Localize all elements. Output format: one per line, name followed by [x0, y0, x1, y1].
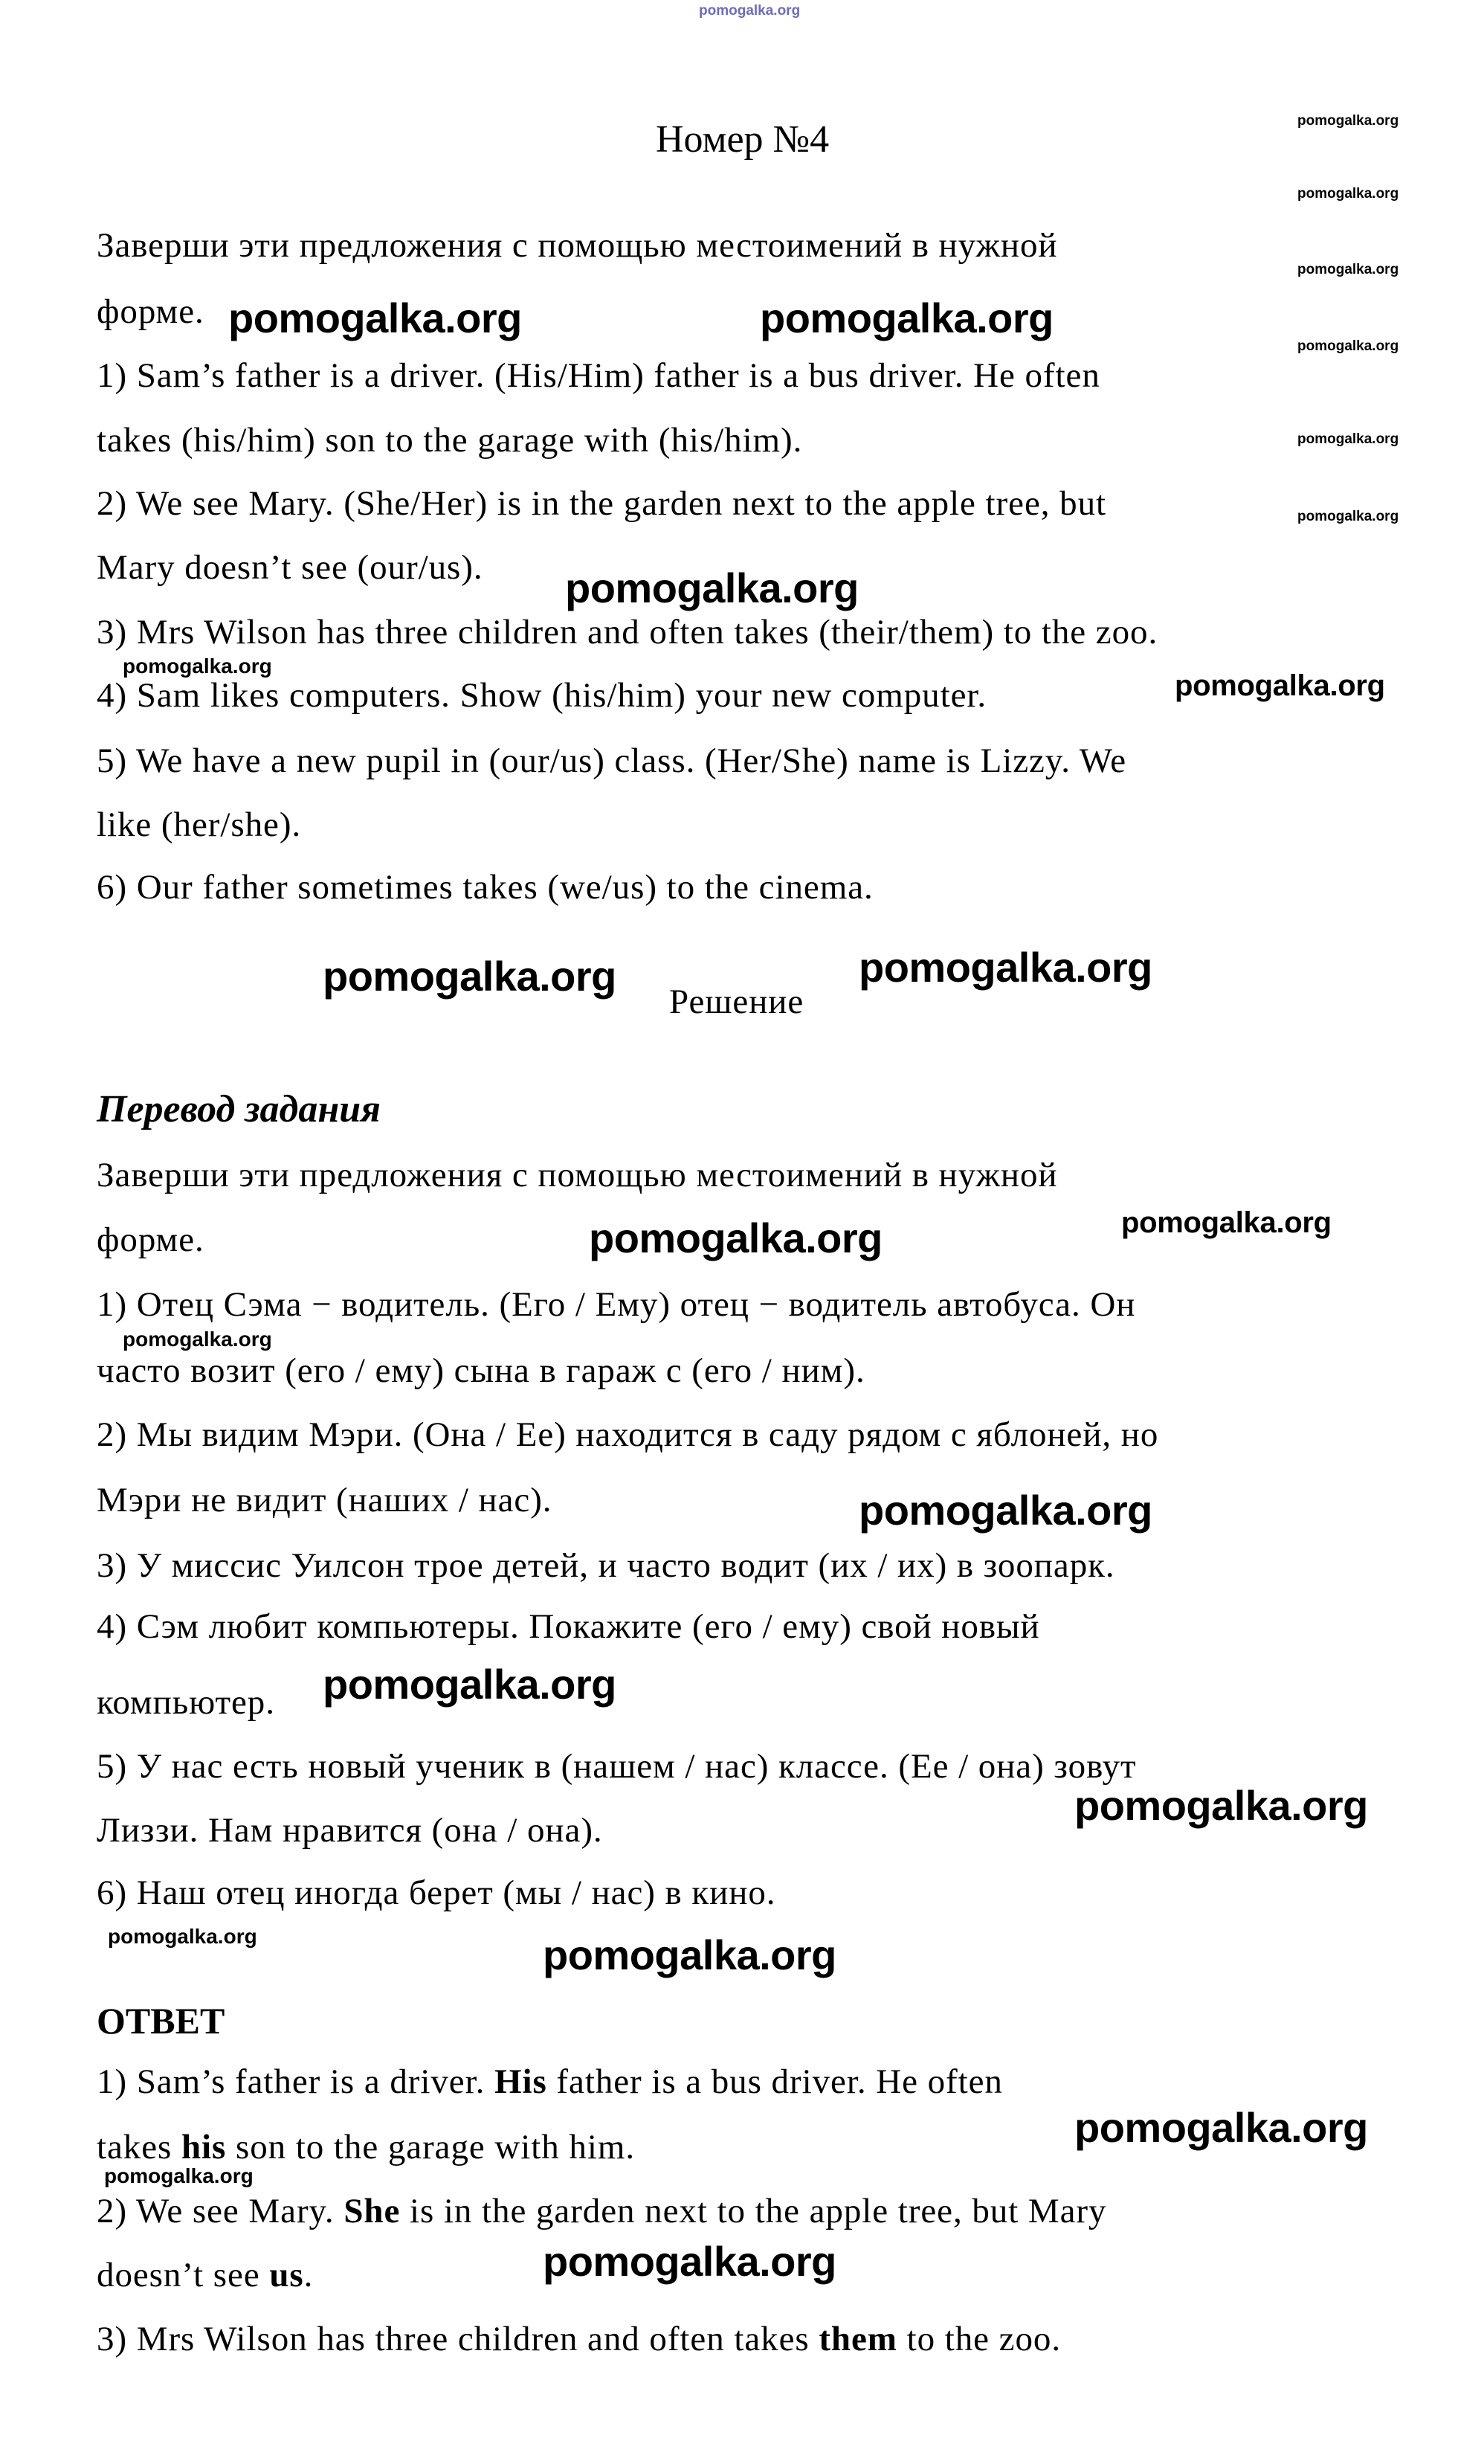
watermark-pomogalka: pomogalka.org	[1074, 2104, 1368, 2151]
translation-sentence-6: 6) Наш отец иногда берет (мы / нас) в кино.	[97, 1873, 776, 1912]
watermark-pomogalka: pomogalka.org	[228, 295, 522, 341]
watermark-pomogalka: pomogalka.org	[108, 1925, 257, 1948]
watermark-pomogalka: pomogalka.org	[323, 1661, 616, 1708]
answer-sentence-2b	[97, 2255, 313, 2295]
answer-sentence-3	[97, 2319, 1061, 2359]
watermark-pomogalka: pomogalka.org	[1175, 669, 1385, 702]
watermark-pomogalka: pomogalka.org	[104, 2164, 254, 2187]
watermark-pomogalka: pomogalka.org	[1297, 431, 1399, 447]
task-sentence-5a: 5) We have a new pupil in (our/us) class. (Her/She) name is Lizzy. We	[97, 742, 1127, 780]
watermark-pomogalka: pomogalka.org	[543, 2238, 836, 2285]
solution-label: Решение	[669, 982, 804, 1021]
watermark-pomogalka: pomogalka.org	[1121, 1206, 1332, 1239]
watermark-pomogalka: pomogalka.org	[1297, 509, 1399, 524]
task-intro-line1: Заверши эти предложения с помощью местоимений в нужной	[97, 226, 1058, 265]
translation-sentence-1b: часто возит (его / ему) сына в гараж с (его / ним).	[97, 1351, 865, 1390]
translation-intro-line2: форме.	[97, 1220, 204, 1259]
answer-1a-post: father is a bus driver. He often	[546, 2062, 1003, 2101]
watermark-pomogalka: pomogalka.org	[123, 1328, 272, 1351]
watermark-pomogalka: pomogalka.org	[859, 1487, 1152, 1534]
page-title: Номер №4	[656, 118, 830, 161]
answer-1b-post: son to the garage with him.	[226, 2128, 636, 2167]
watermark-pomogalka: pomogalka.org	[123, 654, 272, 678]
watermark-pomogalka: pomogalka.org	[1297, 338, 1399, 354]
answer-3-bold: them	[819, 2320, 897, 2358]
watermark-pomogalka: pomogalka.org	[699, 3, 801, 19]
answer-3-pre: 3) Mrs Wilson has three children and often takes	[97, 2320, 819, 2358]
task-sentence-1a: 1) Sam’s father is a driver. (His/Him) father is a bus driver. He often	[97, 356, 1100, 395]
task-sentence-2b: Mary doesn’t see (our/us).	[97, 548, 483, 587]
watermark-pomogalka: pomogalka.org	[543, 1931, 836, 1978]
translation-sentence-2a: 2) Мы видим Мэри. (Она / Ее) находится в саду рядом с яблоней, но	[97, 1415, 1159, 1454]
answer-2a-pre: 2) We see Mary.	[97, 2192, 344, 2230]
translation-intro-line1: Заверши эти предложения с помощью местоимений в нужной	[97, 1156, 1058, 1194]
translation-sentence-2b: Мэри не видит (наших / нас).	[97, 1481, 552, 1519]
answer-2a-bold: She	[343, 2192, 401, 2230]
answer-3-post: to the zoo.	[897, 2320, 1062, 2358]
answer-sentence-1b	[97, 2127, 635, 2167]
task-sentence-6: 6) Our father sometimes takes (we/us) to the cinema.	[97, 868, 874, 907]
translation-sentence-4a: 4) Сэм любит компьютеры. Покажите (его / ему) свой новый	[97, 1607, 1040, 1646]
task-intro-line2: форме.	[97, 292, 204, 331]
watermark-pomogalka: pomogalka.org	[1297, 186, 1399, 202]
answer-heading: ОТВЕТ	[97, 2000, 225, 2042]
answer-1b-pre: takes	[97, 2128, 181, 2167]
translation-heading: Перевод задания	[97, 1088, 381, 1130]
task-sentence-1b: takes (his/him) son to the garage with (his/him).	[97, 421, 803, 460]
task-sentence-3: 3) Mrs Wilson has three children and often takes (their/them) to the zoo.	[97, 613, 1158, 652]
watermark-pomogalka: pomogalka.org	[859, 944, 1152, 991]
watermark-pomogalka: pomogalka.org	[589, 1215, 883, 1261]
answer-1a-pre: 1) Sam’s father is a driver.	[97, 2062, 494, 2101]
watermark-pomogalka: pomogalka.org	[1297, 113, 1399, 129]
task-sentence-4: 4) Sam likes computers. Show (his/him) your new computer.	[97, 676, 987, 715]
watermark-pomogalka: pomogalka.org	[1074, 1782, 1368, 1829]
translation-sentence-5b: Лиззи. Нам нравится (она / она).	[97, 1811, 603, 1850]
answer-2a-post: is in the garden next to the apple tree, but Mary	[400, 2192, 1107, 2230]
answer-2b-bold: us	[269, 2256, 304, 2294]
answer-2b-post: .	[303, 2256, 314, 2294]
answer-1a-bold: His	[494, 2062, 547, 2101]
translation-sentence-4b: компьютер.	[97, 1683, 275, 1722]
answer-2b-pre: doesn’t see	[97, 2256, 270, 2294]
watermark-pomogalka: pomogalka.org	[565, 564, 859, 611]
watermark-pomogalka: pomogalka.org	[1297, 262, 1399, 277]
watermark-pomogalka: pomogalka.org	[760, 295, 1054, 341]
translation-sentence-1a: 1) Отец Сэма − водитель. (Его / Ему) отец − водитель автобуса. Он	[97, 1285, 1136, 1324]
translation-sentence-3: 3) У миссис Уилсон трое детей, и часто водит (их / их) в зоопарк.	[97, 1546, 1115, 1585]
task-sentence-2a: 2) We see Mary. (She/Her) is in the garden next to the apple tree, but	[97, 484, 1107, 523]
translation-sentence-5a: 5) У нас есть новый ученик в (нашем / нас) классе. (Ее / она) зовут	[97, 1747, 1137, 1786]
answer-1b-bold: his	[181, 2128, 227, 2167]
watermark-pomogalka: pomogalka.org	[323, 953, 616, 1000]
task-sentence-5b: like (her/she).	[97, 805, 302, 844]
answer-sentence-2a	[97, 2191, 1106, 2231]
answer-sentence-1a	[97, 2062, 1003, 2102]
